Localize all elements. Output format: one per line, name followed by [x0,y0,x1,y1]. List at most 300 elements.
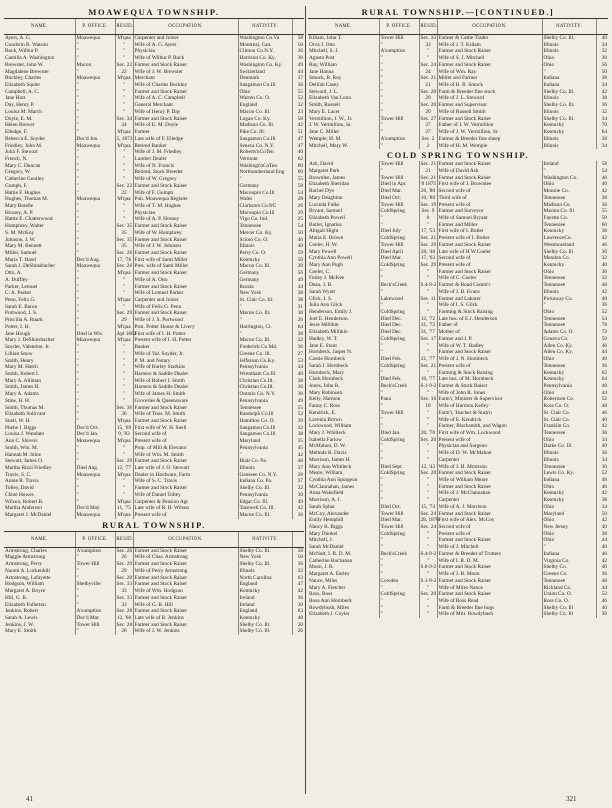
occupation-cell: Physician [133,210,238,217]
name-cell: Coeler, H. W. [309,241,338,248]
name-cell: Hadley, W. T. [309,335,338,342]
occupation-cell: Wife of J. W. Vermillion, Sr. [437,129,542,136]
occupation-cell: Wife of J. McClannahan [437,490,542,497]
occupation-cell: First wife of J. Brownlee [437,181,542,188]
residence-cell: " [419,450,437,457]
residence-cell: Sec. 28 [116,574,133,581]
post-office-cell: " [379,558,419,565]
name-cell: Kelly, Harmon [309,396,341,403]
occupation-cell: Farmer and Stock Raiser [133,223,238,230]
post-office-cell: ColdSpring [379,208,419,215]
age-cell: 52 [292,411,304,418]
post-office-cell: Dec'd May [75,505,115,512]
table-row [308,42,608,49]
occupation-cell: Farmer and J. P. [437,336,542,343]
post-office-cell: " [379,109,419,116]
nativity-cell: Northumberland Eng [238,169,292,176]
nativity-cell: Tennessee [542,430,596,437]
name-cell: Mary M. Bennett [5,243,42,250]
occupation-cell: Wife of T. M. Hughes [133,203,238,210]
name-cell: Emily Hemphill [309,517,344,524]
name-cell: Hodgson, William [5,581,44,588]
nativity-cell: Kentucky [542,122,596,129]
table-row [308,585,608,592]
occupation-cell: Wife of I. S. Glick [437,302,542,309]
post-office-cell: Tower Hill [379,524,419,531]
post-office-cell: " [379,62,419,69]
age-cell: 38 [292,290,304,297]
occupation-cell: Wife of J. T. Killam [437,42,542,49]
residence-cell: " [115,169,133,176]
residence-cell: 36 [115,411,133,418]
residence-cell: " [419,537,437,544]
name-cell: Clark Hornbeck [309,376,343,383]
occupation-cell: Father of J. W. Vermillion [437,122,542,129]
name-cell: Penn, Felix G. [5,297,36,304]
name-cell: Maria E. Brown [309,235,344,242]
residence-cell: 28, '48 [420,248,436,255]
occupation-cell: Farming & Stock Raising [437,309,542,316]
post-office-cell: " [379,129,419,136]
occupation-cell: Farmer and Stock Raiser [437,511,542,518]
post-office-cell: " [75,210,115,217]
name-cell: Sarah Wyatt [309,288,335,295]
nativity-cell: Shelby Co. Ill. [238,561,292,568]
nativity-cell: Tennessee [542,316,596,323]
occupation-cell: Farmer and Stock Raiser [437,116,542,123]
nativity-cell: Ohio [542,537,596,544]
age-cell: 44 [596,537,608,544]
name-cell: C. A. Parker [5,290,32,297]
name-cell: Mary Ann Whitleck [309,463,352,470]
table-row [308,571,608,578]
column-header-occupation: OCCUPATION. [437,19,542,35]
post-office-cell: Died July [379,228,419,235]
name-cell: Hattie F. Hughes [5,189,41,196]
table-row [4,615,304,622]
name-cell: Otto, A. [5,270,22,277]
nativity-cell: Macon Co. Ill. [238,512,292,519]
name-cell: Mary Robinson [309,389,343,396]
name-cell: Julia Ann Glick [309,302,343,309]
nativity-cell: Ohio [542,504,596,511]
age-cell: 48 [596,383,608,390]
residence-cell: M'qua [115,270,133,277]
occupation-cell: Farmer and Stock Raiser [133,116,238,123]
post-office-cell: " [379,222,419,229]
residence-cell: 15, '74 [420,503,436,510]
name-cell: Henderson, Emily J. [309,309,353,316]
name-cell: Julia F. Stewart [5,149,38,156]
table-row [4,190,304,197]
name-cell: Miller, Samuel [5,250,37,256]
occupation-cell: Wife of E. Kendrick [437,417,542,424]
post-office-cell: Pana [379,396,419,403]
post-office-cell: " [379,403,419,410]
occupation-cell: Wife of W. T. Hadley [437,343,542,350]
name-cell: Mary Deaghton [309,194,343,201]
post-office-cell: Moawequa [75,143,115,150]
age-cell: 42 [292,505,304,512]
nativity-cell: Denmark [238,75,292,82]
nativity-cell: Washingt'nCoTen [238,163,292,170]
residence-cell: 9 [419,215,437,222]
table-row [308,497,608,504]
post-office-cell: " [75,116,115,123]
residence-cell: 15, '69 [116,424,132,431]
nativity-cell: Harrington, Ct. [238,324,292,331]
residence-cell: " [115,452,133,459]
table-row [308,343,608,350]
table-row [4,317,304,324]
column-header-name: NAME. [4,19,75,35]
nativity-cell: Macoupin Co.Ill [238,210,292,217]
age-cell: 60 [596,222,608,229]
name-cell: Moon, J. B. [309,564,334,571]
post-office-cell: " [75,411,115,418]
nativity-cell: Kentucky [542,262,596,269]
occupation-cell: Lumber Dealer [133,156,238,163]
post-office-cell: " [75,418,115,425]
name-cell: Vermillion, J. W., Jr. [309,115,353,122]
nativity-cell: Clinton Co.N.Y. [238,48,292,55]
nativity-cell: Kentucky [542,376,596,383]
table-row [308,437,608,444]
occupation-cell: Miller and Farmer [437,75,542,82]
post-office-cell: ColdSpring [379,235,419,242]
post-office-cell: " [379,102,419,109]
nativity-cell: Sangamon Co.Ill [238,136,292,143]
age-cell: 38 [596,75,608,82]
residence-cell: 31, '72 [420,322,436,329]
post-office-cell: ColdSpring [379,262,419,269]
post-office-cell: " [379,69,419,76]
age-cell: 42 [292,452,304,459]
residence-cell: " [419,605,437,612]
age-cell: 39 [292,418,304,425]
table-row [308,544,608,551]
age-cell: 34 [596,116,608,123]
nativity-cell: Illinois [542,450,596,457]
post-office-cell: " [75,602,115,609]
occupation-cell: Present wife of [437,531,542,538]
nativity-cell: Vermont [238,156,292,163]
age-cell: 36 [596,611,608,618]
post-office-cell: " [75,129,115,136]
post-office-cell: ColdSpring [379,336,419,343]
post-office-cell: " [75,284,115,291]
nativity-cell: Illinois [542,457,596,464]
name-cell: Gregory, W. [5,169,31,176]
occupation-cell: Wife of David Ash [437,168,542,175]
occupation-cell: Farmer and Stock Raiser [437,591,542,598]
residence-cell: Sec. 29 [116,561,133,568]
age-cell: 46 [596,175,608,182]
table-row [308,109,608,116]
post-office-cell: " [75,398,115,405]
age-cell: 60 [292,163,304,170]
residence-cell: " [115,384,133,391]
occupation-cell: Wife of A. C. Campbell [133,95,238,102]
residence-cell: 35 [115,230,133,237]
table-row [308,524,608,531]
residence-cell: 22 [115,69,133,76]
table-row [308,558,608,565]
residence-cell: 21 [419,168,437,175]
age-cell: 37 [292,75,304,82]
name-cell: Smith, Wm. M. [5,444,39,451]
post-office-cell: Died Dec. [379,316,419,323]
residence-cell: " [419,598,437,605]
occupation-cell: Retired, Stock Breeder [133,169,238,176]
age-cell: 36 [292,384,304,391]
post-office-cell: Moawequa [75,75,115,82]
occupation-cell: Second wife of [437,524,542,531]
name-cell: Elizabeth Fullerton [5,601,46,608]
occupation-cell: Wife of Wilbur P. Buck [133,55,238,62]
occupation-cell: Farmer and Laborer [437,296,542,303]
age-cell: 34 [596,143,608,150]
residence-cell: " [419,275,437,282]
table-row [308,363,608,370]
post-office-cell: Moawequa [75,472,115,479]
residence-cell: 21 [419,82,437,89]
table-row [308,457,608,464]
post-office-cell: " [75,42,115,49]
post-office-cell: Moawequa [75,512,115,519]
table-row [4,512,304,519]
occupation-cell: Farmer and Stock Raiser [133,575,238,582]
post-office-cell: " [75,169,115,176]
age-cell: 44 [596,585,608,592]
table-row [308,302,608,309]
moawequa-table [4,18,304,519]
residence-cell: 10, '80 [420,194,436,201]
name-cell: Lillian Snow [5,350,33,357]
residence-cell: Sec. 20 [420,436,437,443]
age-cell: 26 [292,317,304,324]
cold-spring-table [308,161,608,618]
nativity-cell: England [238,581,292,588]
post-office-cell: " [75,452,115,459]
post-office-cell: " [75,176,115,183]
residence-cell: Sec. 29 [420,262,437,268]
age-cell: 38 [292,431,304,438]
occupation-cell: Wife of J. W. Brewster [133,69,238,76]
name-cell: Agusta Post [309,55,335,62]
nativity-cell: Vigo Co. Ind. [238,216,292,223]
occupation-cell: Farmer and Stock Raiser [133,250,238,257]
table-row [308,282,608,289]
post-office-cell: Dec'd Oct. [75,425,115,432]
occupation-cell: Farm'r, Minister & Supervisor [437,396,542,403]
age-cell: 38 [292,297,304,304]
table-row [4,602,304,609]
age-cell: 38 [596,195,608,202]
residence-cell: 28 [115,628,133,635]
table-row [4,196,304,203]
name-cell: Goodwin B. Watson [5,41,48,48]
residence-cell: Sec. 24 [420,524,437,531]
table-row [4,438,304,445]
name-cell: Elizabeth Sheridan [309,181,350,188]
occupation-cell: Wife of Ross Read [437,598,542,605]
occupation-cell: Carpenter and Joiner [133,297,238,304]
occupation-cell: Wife of E. M. Doyle [133,122,238,129]
name-cell: Brownlee, James [309,174,346,181]
post-office-cell: Lakewood [379,296,419,303]
residence-cell: " [115,203,133,210]
age-cell: 55 [292,176,304,183]
name-cell: Hughes, Thomas M. [5,196,49,203]
post-office-cell: ColdSpring [379,531,419,538]
residence-cell: Sec. 27 [420,115,437,122]
right-page-number: 321 [566,795,577,803]
nativity-cell: St. Clair Co. [542,410,596,417]
age-cell: 28 [292,196,304,203]
nativity-cell: Washington Co. Ky. [238,62,292,69]
table-row [4,351,304,358]
occupation-cell: Second wife of [437,188,542,195]
age-cell: 64 [596,129,608,136]
table-row [4,492,304,499]
table-row [308,161,608,168]
occupation-cell: Late wife of J. O. Stewart [133,465,238,472]
occupation-cell: Farmer & Breeder fine sheep [437,136,542,143]
residence-cell: " [115,89,133,96]
nativity-cell: Hamilton Co. O. [238,418,292,425]
name-cell: Smith, Thomas M. [5,404,45,411]
age-cell: 44 [292,284,304,291]
nativity-cell: Scioto Co. O. [238,237,292,244]
nativity-cell: Tennessee [542,222,596,229]
occupation-cell: Farmer and Stock Raiser [437,48,542,55]
post-office-cell: " [75,190,115,197]
occupation-cell: Farmer and Stock Raiser [437,269,542,276]
name-cell: Doyle, E. M. [5,115,33,122]
table-row [4,136,304,143]
occupation-cell: Wife of Thos. M. Smith [133,411,238,418]
age-cell: 64 [596,376,608,383]
nativity-cell: Shelby Co. Ill [542,249,596,256]
post-office-cell: Moawequa [75,196,115,203]
post-office-cell: Macon [75,62,115,69]
post-office-cell: Tower Hill [379,202,419,209]
residence-cell: " [115,398,133,405]
age-cell: 42 [596,423,608,430]
nativity-cell: Shelby Co. Ill. [238,622,292,629]
name-cell: Elizabeth Powell [309,214,346,221]
age-cell: 36 [596,450,608,457]
post-office-cell: Beck'sCreek [379,551,419,558]
age-cell: 30 [292,602,304,609]
residence-cell: Sec. 16 [420,396,437,403]
occupation-cell: Late wife of R. Jenkins [133,615,238,622]
name-cell: Margaret Park [309,167,340,174]
nativity-cell: Ohio [542,484,596,491]
name-cell: Nance, Miles [309,577,338,584]
name-cell: Hornbeck, Mary [309,369,345,376]
occupation-cell: Late wife of F. Elledge [133,136,238,143]
age-cell: 70 [596,122,608,129]
age-cell: 46 [596,484,608,491]
post-office-cell: " [75,378,115,385]
post-office-cell: " [379,269,419,276]
occupation-cell: Wife of Val. Snyder, Jr. [133,351,238,358]
occupation-cell: Wife of F. Gumph [133,190,238,197]
residence-cell: " [115,48,133,55]
name-cell: Hannah M. Stine [5,451,42,458]
age-cell: 40 [596,544,608,551]
post-office-cell: " [75,351,115,358]
age-cell: 44 [596,390,608,397]
residence-cell: Sec. 22 [116,182,133,189]
occupation-cell: Farmer and Stock Raiser [133,183,238,190]
name-cell: McMahon, D. W. [309,443,346,450]
post-office-cell: " [75,595,115,602]
age-cell: 36 [596,571,608,578]
residence-cell: Sec. 33 [116,594,133,601]
age-cell: 46 [596,343,608,350]
occupation-cell: Farmer and Stock Raiser [133,581,238,588]
residence-cell: " [419,585,437,592]
post-office-cell: " [75,277,115,284]
column-header-post-office: P. OFFICE. [379,19,419,35]
name-cell: Mary A. Fletcher [309,584,346,591]
residence-cell: 27 [419,129,437,136]
occupation-cell: Wife of I. R. D. M. [437,558,542,565]
post-office-cell: " [379,423,419,430]
residence-cell: Sec. 29 [116,458,133,465]
name-cell: Mary A. Alliman [5,377,42,384]
residence-cell: 22 [115,190,133,197]
residence-cell: Sec. 20 [420,88,437,95]
occupation-cell: Farmer & Road Comm'r [437,282,542,289]
name-cell: Cynthia Ann Spurgeon [309,477,358,483]
nativity-cell: " [238,304,292,311]
post-office-cell: " [75,391,115,398]
post-office-cell: " [379,598,419,605]
name-cell: Mary Ann Pugh [309,262,343,268]
residence-cell: M'qua [115,143,133,150]
table-row [308,262,608,269]
table-row [4,42,304,49]
occupation-cell: Farmer and Stock Raiser [437,62,542,69]
table-row [4,163,304,170]
name-cell: Ross, Ross [309,591,333,598]
table-row [4,344,304,351]
table-row [4,95,304,102]
nativity-cell: " [238,452,292,459]
nativity-cell: Kentucky [542,129,596,136]
nativity-cell: Christian Co.Ill. [238,378,292,385]
post-office-cell: " [379,275,419,282]
occupation-cell: Pres. wife of Saml Miller [133,263,238,270]
age-cell: 56 [596,62,608,69]
nativity-cell: Russia [238,284,292,291]
table-row [308,490,608,497]
post-office-cell: Died Oct. [379,195,419,202]
residence-cell: " [419,343,437,350]
age-cell: 40 [292,149,304,156]
occupation-cell: Wife of Harmon Kelley [437,403,542,410]
nativity-cell: Lewis Co. Ky. [542,470,596,477]
name-cell: Day, Henry P. [5,102,35,109]
occupation-cell: Wife of Wm. Ray [437,69,542,76]
age-cell: 42 [596,89,608,96]
nativity-cell: Macon Co. Ill. [238,337,292,344]
table-row [4,628,304,635]
